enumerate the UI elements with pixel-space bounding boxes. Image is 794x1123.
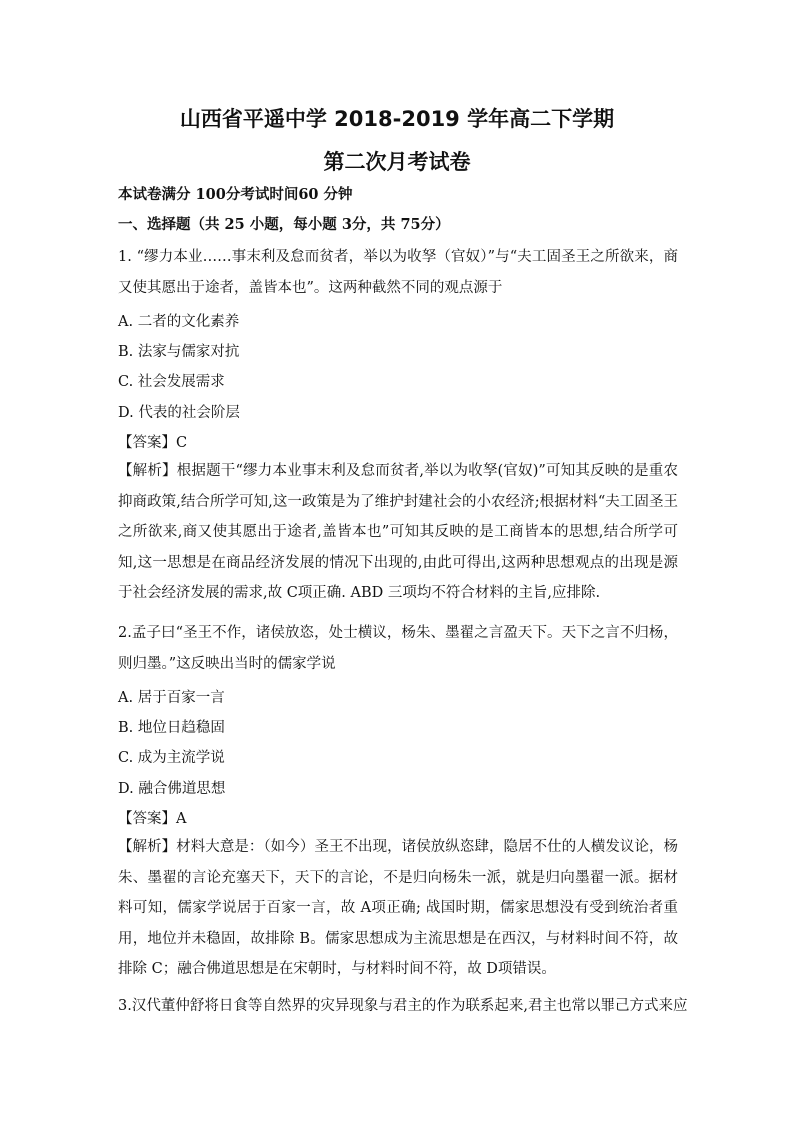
question-1-option-c: C. 社会发展需求 xyxy=(118,374,225,390)
section-heading: 一、选择题（共 25 小题，每小题 3分，共 75分） xyxy=(118,216,450,233)
question-2-option-a: A. 居于百家一言 xyxy=(118,690,225,706)
exam-info: 本试卷满分 100分考试时间60 分钟 xyxy=(118,186,353,203)
question-2-option-c: C. 成为主流学说 xyxy=(118,750,225,766)
question-2-stem: 2.孟子曰“圣王不作，诸侯放恣，处士横议，杨朱、墨翟之言盈天下。天下之言不归杨，则归墨。”这反映出当时的儒家学说 xyxy=(118,625,678,672)
question-1-option-d: D. 代表的社会阶层 xyxy=(118,405,240,421)
question-2-option-d: D. 融合佛道思想 xyxy=(118,781,226,797)
question-2-analysis: 【解析】材料大意是：（如今）圣王不出现，诸侯放纵恣肆，隐居不仕的人横发议论，杨朱、墨翟的言论充塞天下，天下的言论，不是归向杨朱一派，就是归向墨翟一派。据材料可知，儒家学说居于百家一言，故 A项正确; 战国时期，儒家思想没有受到统治者重用，地位并未稳固，故排除 B。儒家思想成为主流思想是在西汉，与材料时间不符，故排除 C；融合佛道思想是在宋朝时，与材料时间不符，故 D项错误。 xyxy=(118,839,678,977)
question-2-answer: 【答案】A xyxy=(118,811,187,827)
question-1-option-b: B. 法家与儒家对抗 xyxy=(118,344,240,360)
question-1-option-a: A. 二者的文化素养 xyxy=(118,314,240,330)
document-title: 山西省平遥中学 2018-2019 学年高二下学期 xyxy=(179,107,615,131)
question-1-analysis: 【解析】根据题干“缪力本业事末利及怠而贫者,举以为收孥(官奴)”可知其反映的是重农抑商政策,结合所学可知,这一政策是为了维护封建社会的小农经济;根据材料“夫工固圣王之所欲来,商又使其愿出于途者,盖皆本也”可知其反映的是工商皆本的思想,结合所学可知,这一思想是在商品经济发展的情况下出现的,由此可得出,这两种思想观点的出现是源于社会经济发展的需求,故 C项正确. ABD 三项均不符合材料的主旨,应排除. xyxy=(118,463,678,601)
question-1-stem: 1. “缪力本业……事末利及怠而贫者，举以为收孥（官奴）”与“夫工固圣王之所欲来，商又使其愿出于途者，盖皆本也”。这两种截然不同的观点源于 xyxy=(118,249,678,296)
question-1-answer: 【答案】C xyxy=(118,435,188,451)
question-3-stem: 3.汉代董仲舒将日食等自然界的灾异现象与君主的作为联系起来,君主也常以罪己方式来应 xyxy=(118,998,688,1014)
document-subtitle: 第二次月考试卷 xyxy=(323,150,471,174)
question-2-option-b: B. 地位日趋稳固 xyxy=(118,720,225,736)
